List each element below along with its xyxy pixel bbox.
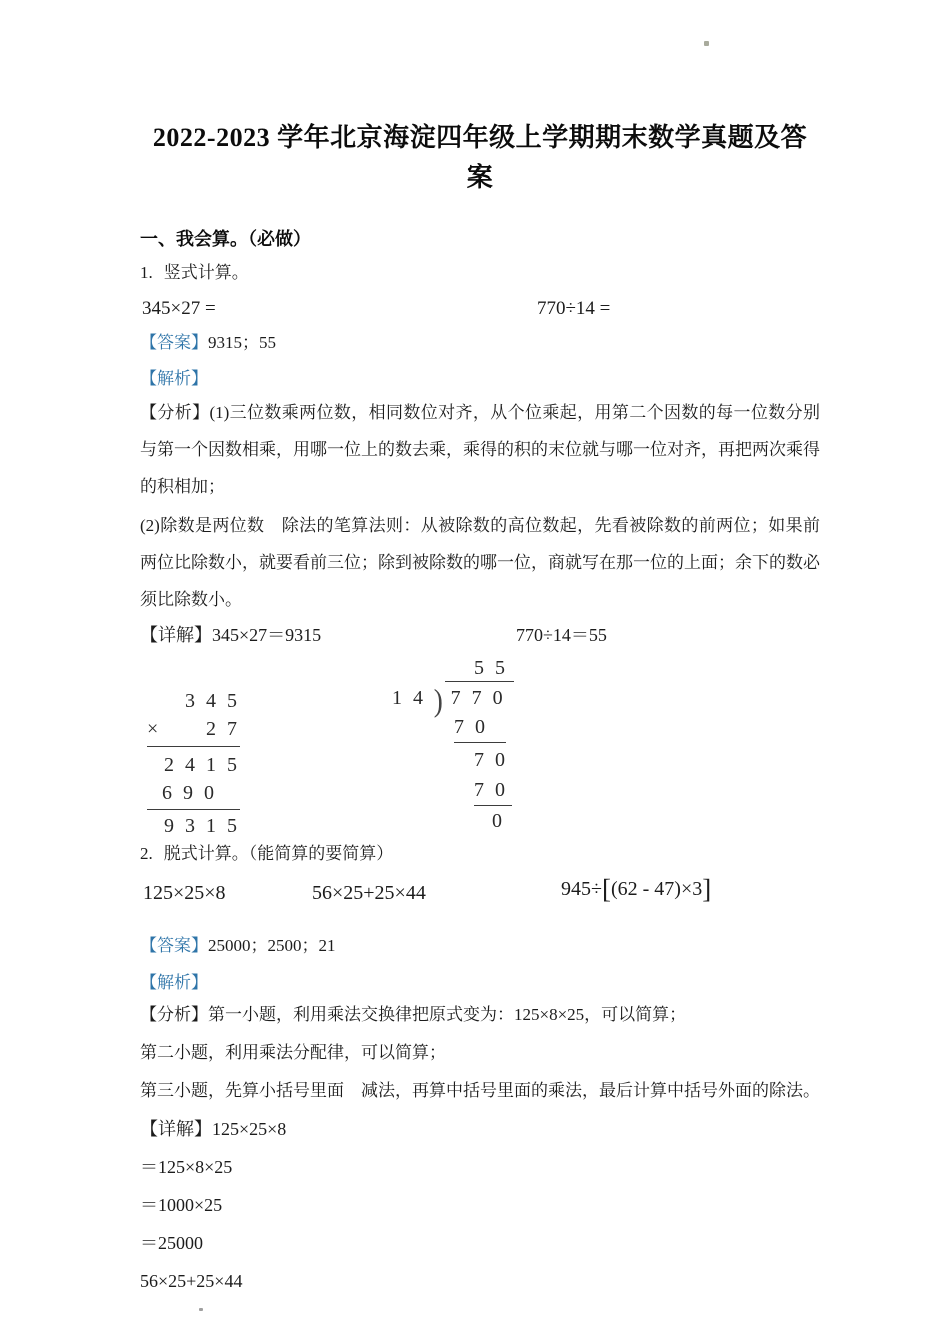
q2-expr3-prefix: 945÷ [561, 878, 602, 900]
document-title: 2022-2023 学年北京海淀四年级上学期期末数学真题及答案 [152, 123, 808, 192]
question-1-analysis-line [140, 366, 820, 392]
section-1-heading: 一、我会算。（必做） [140, 229, 311, 249]
q2-calculation-step-3: ＝25000 [140, 1233, 203, 1253]
q2-expr3-open-bracket: [ [601, 874, 611, 904]
q2-answer-value: 25000；2500；21 [208, 936, 336, 955]
q1-detail-division: 770÷14＝55 [516, 625, 607, 645]
q2-calculation-step-4: 56×25+25×44 [140, 1271, 243, 1291]
q2-expr3-body: (62 - 47)×3 [610, 878, 703, 900]
question-2-expressions [140, 875, 820, 911]
q2-detail-line [140, 1110, 820, 1148]
question-2-number: 2. [140, 844, 153, 863]
q1-expression-multiplication: 345×27 = [142, 298, 216, 319]
division-remainder: 0 [492, 810, 505, 832]
q2-calculation-step-1: ＝125×8×25 [140, 1157, 233, 1177]
division-step-2: 7 0 [474, 749, 508, 771]
division-step-1: 7 0 [454, 713, 506, 743]
q2-answer-marker: 【答案】 [140, 936, 208, 955]
document-content [140, 0, 820, 1300]
q2-analysis-marker: 【解析】 [140, 973, 208, 992]
q2-detail-first-expression: 125×25×8 [212, 1119, 287, 1139]
mult-final-product: 9 3 1 5 [164, 815, 240, 837]
division-bracket: ) [433, 682, 443, 718]
division-dividend: 7 7 0 [445, 681, 514, 713]
question-2-answer-line [140, 933, 820, 959]
question-2-analysis-line [140, 970, 820, 996]
q1-written-calculations [140, 655, 820, 837]
vertical-multiplication-block [147, 687, 240, 840]
mult-operator-row [147, 715, 240, 747]
q2-analysis-paragraph-3: 第三小题，先算小括号里面 减法，再算中括号里面的乘法，最后计算中括号外面的除法。 [140, 1081, 820, 1100]
q2-analysis-paragraph-2: 第二小题，利用乘法分配律，可以简算； [140, 1043, 446, 1062]
division-divisor: 1 4 [392, 687, 426, 709]
q2-analysis-paragraph-1: 【分析】第一小题，利用乘法交换律把原式变为：125×8×25，可以简算； [140, 1005, 687, 1024]
division-main-row [392, 681, 514, 718]
long-division-block [392, 655, 514, 836]
q1-analysis-marker: 【解析】 [140, 369, 208, 388]
q1-answer-marker: 【答案】 [140, 333, 208, 352]
mult-factor-1: 3 4 5 [185, 690, 240, 712]
stray-mark-bottom [199, 1308, 203, 1311]
question-2-label: 脱式计算。（能简算的要简算） [163, 844, 394, 863]
q1-answer-value: 9315；55 [208, 333, 276, 352]
q2-calculation-step-2: ＝1000×25 [140, 1195, 223, 1215]
q1-detail-multiplication: 345×27＝9315 [212, 625, 322, 645]
q2-expression-3 [561, 871, 711, 907]
question-1-label: 竖式计算。 [163, 263, 249, 282]
q2-expression-1: 125×25×8 [143, 882, 226, 904]
q1-expression-division: 770÷14 = [537, 298, 611, 319]
q2-expression-2: 56×25+25×44 [312, 882, 426, 904]
question-1-number: 1. [140, 263, 153, 282]
q1-detail-line [140, 622, 820, 649]
q1-analysis-paragraph-1: 【分析】(1)三位数乘两位数，相同数位对齐，从个位乘起，用第二个因数的每一位数分别与第一个因数相乘，用哪一位上的数去乘，乘得的积的末位就与哪一位对齐，再把两次乘得的积相加； [140, 403, 820, 496]
division-quotient: 5 5 [474, 657, 508, 679]
division-step-3: 7 0 [474, 776, 512, 806]
q1-detail-marker: 【详解】 [140, 625, 212, 645]
question-1-title-line [140, 260, 820, 286]
mult-partial-product-2: 6 9 0 [147, 779, 240, 810]
q1-analysis-paragraph-2: (2)除数是两位数 除法的笔算法则：从被除数的高位数起，先看被除数的前两位；如果前两位比除数小，就要看前三位；除到被除数的哪一位，商就写在那一位的上面；余下的数必须比除数小。 [140, 516, 820, 609]
question-1-answer-line [140, 330, 820, 356]
question-2-title-line [140, 841, 820, 867]
multiply-sign: × [147, 718, 159, 740]
q2-expr3-close-bracket: ] [702, 874, 712, 904]
question-1-expressions [140, 294, 820, 324]
q2-detail-marker: 【详解】 [140, 1119, 212, 1139]
mult-factor-2: 2 7 [206, 718, 240, 740]
mult-partial-product-1: 2 4 1 5 [164, 754, 240, 776]
